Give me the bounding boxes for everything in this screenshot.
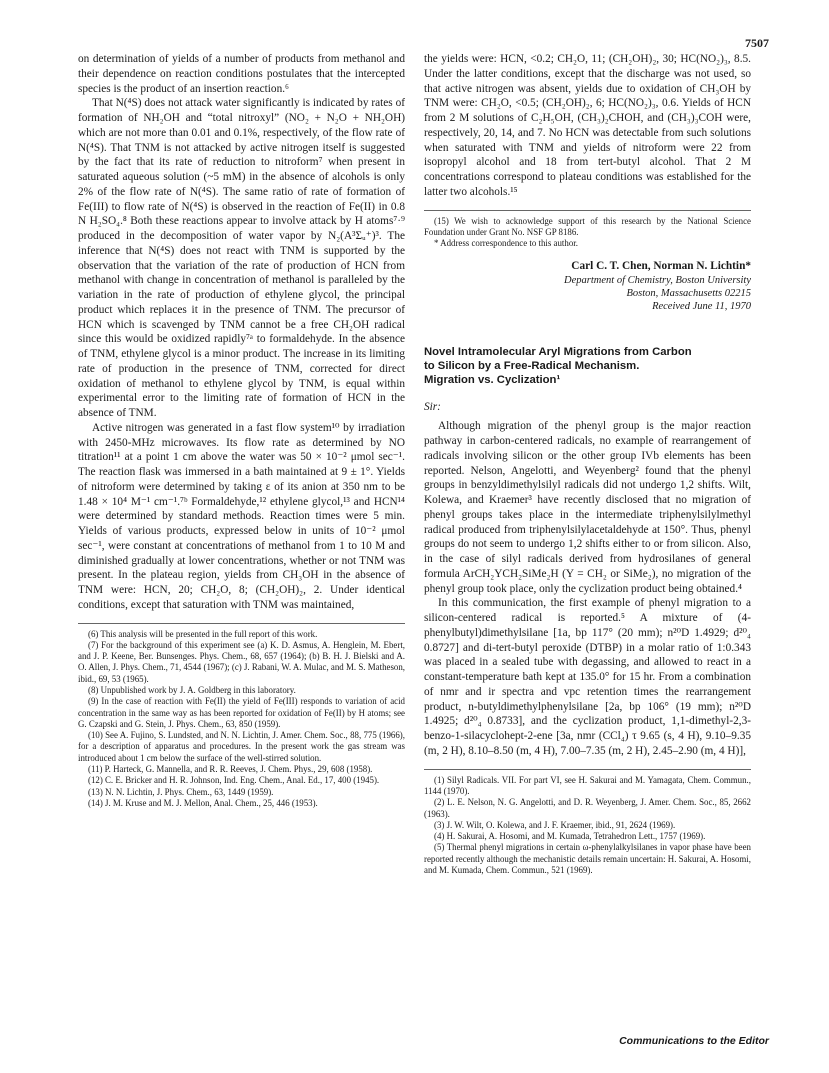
footnote: (13) N. N. Lichtin, J. Phys. Chem., 63, 1449 (1959). xyxy=(88,786,274,797)
article-title xyxy=(424,345,751,387)
footnotes-left xyxy=(78,623,405,810)
right-column xyxy=(424,52,751,876)
footnote: (14) J. M. Kruse and M. J. Mellon, Anal. Chem., 25, 446 (1953). xyxy=(88,797,318,808)
footnote: (10) See A. Fujino, S. Lundsted, and N. N. Lichtin, J. Amer. Chem. Soc., 88, 775 (1966), for a description of apparatus and procedures. In the present work the gas stream was introduced about 1 cm below the surface of the well-stirred solution. xyxy=(78,730,405,763)
footnote: (15) We wish to acknowledge support of this research by the National Science Foundation under Grant No. NSF GP 8186. xyxy=(424,215,751,237)
footnote: (5) Thermal phenyl migrations in certain ω-phenylalkylsilanes in vapor phase have been reported recently although the mechanistic details remain uncertain: H. Sakurai, A. Hosomi, and M. Kumada, Chem. Commun., 521 (1969). xyxy=(424,842,751,876)
footnote: (12) C. E. Bricker and H. R. Johnson, Ind. Eng. Chem., Anal. Ed., 17, 400 (1945). xyxy=(88,775,380,786)
body-paragraph: In this communication, the first example of phenyl migration to a silicon-centered radical is reported.⁵ A mixture of (4-phenylbutyl)dimethylsilane [1a, bp 117° (20 mm); n²⁰D 1.4929; d²⁰₄ 0.8727] and di-tert-butyl peroxide (DTBP) in a molar ratio of 1:0.343 was placed in a sealed tube with degassing, and allowed to react in a constant-temperature bath kept at 135.0° for 15 hr. From a combination of nmr and ir spectra and vpc retention times the rearrangement product, n-butyldimethylphenylsilane [2a, bp 106° (19 mm); n²⁰D 1.4925; d²⁰₄ 0.8733], and the cyclization product, 1,1-dimethyl-2,3-benzo-1-silacyclohept-2-ene [3a, nmr (CCl₄) τ 9.65 (s, 4 H), 9.10–9.35 (m, 2 H), 8.10–8.50 (m, 4 H), 7.00–7.35 (m, 2 H), 2.45–2.90 (m, 4 H)], xyxy=(424,597,751,757)
footnote: (2) L. E. Nelson, N. G. Angelotti, and D. R. Weyenberg, J. Amer. Chem. Soc., 85, 2662 (1963). xyxy=(424,797,751,819)
footnote: (11) P. Harteck, G. Mannella, and R. R. Reeves, J. Chem. Phys., 29, 608 (1958). xyxy=(88,764,373,775)
page-footer: Communications to the Editor xyxy=(619,1035,769,1047)
author-signature xyxy=(424,259,751,313)
left-column xyxy=(78,52,405,809)
footnote: (7) For the background of this experiment see (a) K. D. Asmus, A. Henglein, M. Ebert, and J. P. Keene, Ber. Bunsenges. Phys. Chem., 68, 657 (1964); (b) B. H. J. Bielski and A. O. Allen, J. Phys. Chem., 71, 4544 (1967); (c) J. Rabani, W. A. Mulac, and M. S. Matheson, ibid., 69, 53 (1965). xyxy=(78,639,405,684)
body-paragraph: That N(⁴S) does not attack water significantly is indicated by rates of formation of NH₂OH and “total nitroxyl” (NO₂ + N₂O + NH₂OH) which are not more than 0.01 and 0.1%, respectively, of the flow rate of N(⁴S). That TNM is not attacked by active nitrogen itself is suggested by the fact that its rate of reduction to nitroform⁷ when present in saturated aqueous solution (~5 mM) in the absence of alcohols is only 2% of the flow rate of N(⁴S). The same ratio of rate of formation of Fe(III) to flow rate of N(⁴S) is observed in the reaction of Fe(II) in 0.8 N H₂SO₄.⁸ Both these reactions appear to involve attack by H atoms⁷·⁹ produced in the decomposition of water vapor by N₂(A³Σᵤ⁺)³. The inference that N(⁴S) does not react with TNM is supported by the observation that the variation of the rate of production of HCN from methanol with change in concentration of methanol is paralleled by the variation in the rate of production of ethylene glycol, the principal product which replaces it in the presence of TNM. The precursor of HCN which is scavenged by TNM cannot be a free CH₂OH radical since this would be oxidized rapidly⁷ᵃ to formaldehyde. In the absence of TNM, ethylene glycol is a minor product. The increase in its limiting rate of production in the presence of TNM, corrected for direct oxidation of methanol to ethylene glycol by TNM, is equal within experimental error to the limiting rate of formation of HCN in the absence of TNM. xyxy=(78,97,405,419)
footnote: (8) Unpublished work by J. A. Goldberg in this laboratory. xyxy=(88,684,296,695)
affiliation: Department of Chemistry, Boston University xyxy=(564,275,751,287)
footnote: (4) H. Sakurai, A. Hosomi, and M. Kumada, Tetrahedron Lett., 1757 (1969). xyxy=(434,831,706,842)
affiliation-address: Boston, Massachusetts 02215 xyxy=(626,288,751,300)
received-date: Received June 11, 1970 xyxy=(652,301,751,313)
body-paragraph: Although migration of the phenyl group is the major reaction pathway in carbon-centered radicals, no example of rearrangement of radicals involving silicon or the other group IVb elements has been reported. Nelson, Angelotti, and Weyenberg² found that the phenyl groups in benzyldimethylsilyl radicals did not undergo 1,2 shifts. Wilt, Kolewa, and Kraemer³ have recently disclosed that no migration of phenyl groups takes place in the intermediate triphenylsilylmethyl radical produced from triphenylsilylacetaldehyde at 150°. Thus, phenyl groups do not seem to undergo 1,2 shifts either to or from silicon. Also, in the case of silyl radicals derived from hydrosilanes of general formula ArCH₂YCH₂SiMe₂H (Y = CH₂ or SiMe₂), no migration of the phenyl group took place, only the cyclization product being obtained.⁴ xyxy=(424,420,751,595)
body-paragraph: the yields were: HCN, <0.2; CH₂O, 11; (CH₂OH)₂, 30; HC(NO₂)₃, 8.5. Under the latter conditions, except that the discharge was not used, so that active nitrogen was absent, yields due to oxidation of CH₃OH by TNM were: CH₂O, <0.5; (CH₂OH)₂, 6; HC(NO₂)₃, 0.6. Yields of HCN from 2 M solutions of C₂H₅OH, (CH₃)₂CHOH, and (CH₃)₃COH were, respectively, 20, 14, and 7. No HCN was detectable from such solutions when saturated with TNM and yields of nitroform were 22 from isopropyl alcohol and 18 from tert-butyl alcohol. That 2 M concentrations correspond to plateau conditions was established for the latter two alcohols.¹⁵ xyxy=(424,53,751,198)
footnotes-right xyxy=(424,769,751,877)
page-number: 7507 xyxy=(745,36,769,50)
footnote: (9) In the case of reaction with Fe(II) the yield of Fe(III) responds to variation of acid concentration in the same way as has been reported for oxidation of Fe(II) by H atoms; see G. Czapski and G. Stein, J. Phys. Chem., 63, 850 (1959). xyxy=(78,696,405,729)
title-line: to Silicon by a Free-Radical Mechanism. xyxy=(424,360,640,373)
body-paragraph: on determination of yields of a number of products from methanol and their dependence on reaction conditions postulates that the intercepted species is the product of an insertion reaction.⁶ xyxy=(78,53,405,95)
footnote: * Address correspondence to this author. xyxy=(434,238,578,249)
body-paragraph: Active nitrogen was generated in a fast flow system¹⁰ by irradiation with 2450-MHz microwaves. Its flow rate as determined by NO titration¹¹ at a point 1 cm above the water was 50 × 10⁻² μmol sec⁻¹. The reaction flask was immersed in a bath maintained at 9 ± 1°. Yields of nitroform were determined by taking ε of its anion at 350 nm to be 1.48 × 10⁴ M⁻¹ cm⁻¹.⁷ᵇ Formaldehyde,¹² ethylene glycol,¹³ and HCN¹⁴ were determined by standard methods. Reaction times were 5 min. Yields of various products, expressed below in units of 10⁻² μmol sec⁻¹, were constant at concentrations of methanol from 1 to 10 M and diminished gradually at lower concentrations, whether or not TNM was present. In the plateau region, yields from CH₃OH in the absence of TNM were: HCN, 20; CH₂O, 8; (CH₂OH)₂, 2. Under identical conditions, except that saturation with TNM was maintained, xyxy=(78,421,405,611)
title-line: Novel Intramolecular Aryl Migrations from Carbon xyxy=(424,346,692,359)
footnote: (1) Silyl Radicals. VII. For part VI, see H. Sakurai and M. Yamagata, Chem. Commun., 1144 (1970). xyxy=(424,774,751,796)
salutation: Sir: xyxy=(424,401,441,414)
footnote: (3) J. W. Wilt, O. Kolewa, and J. F. Kraemer, ibid., 91, 2624 (1969). xyxy=(434,819,676,830)
author-names: Carl C. T. Chen, Norman N. Lichtin* xyxy=(571,260,751,273)
acknowledgement-footnotes xyxy=(424,210,751,250)
title-line: Migration vs. Cyclization¹ xyxy=(424,374,561,387)
footnote: (6) This analysis will be presented in the full report of this work. xyxy=(88,628,318,639)
